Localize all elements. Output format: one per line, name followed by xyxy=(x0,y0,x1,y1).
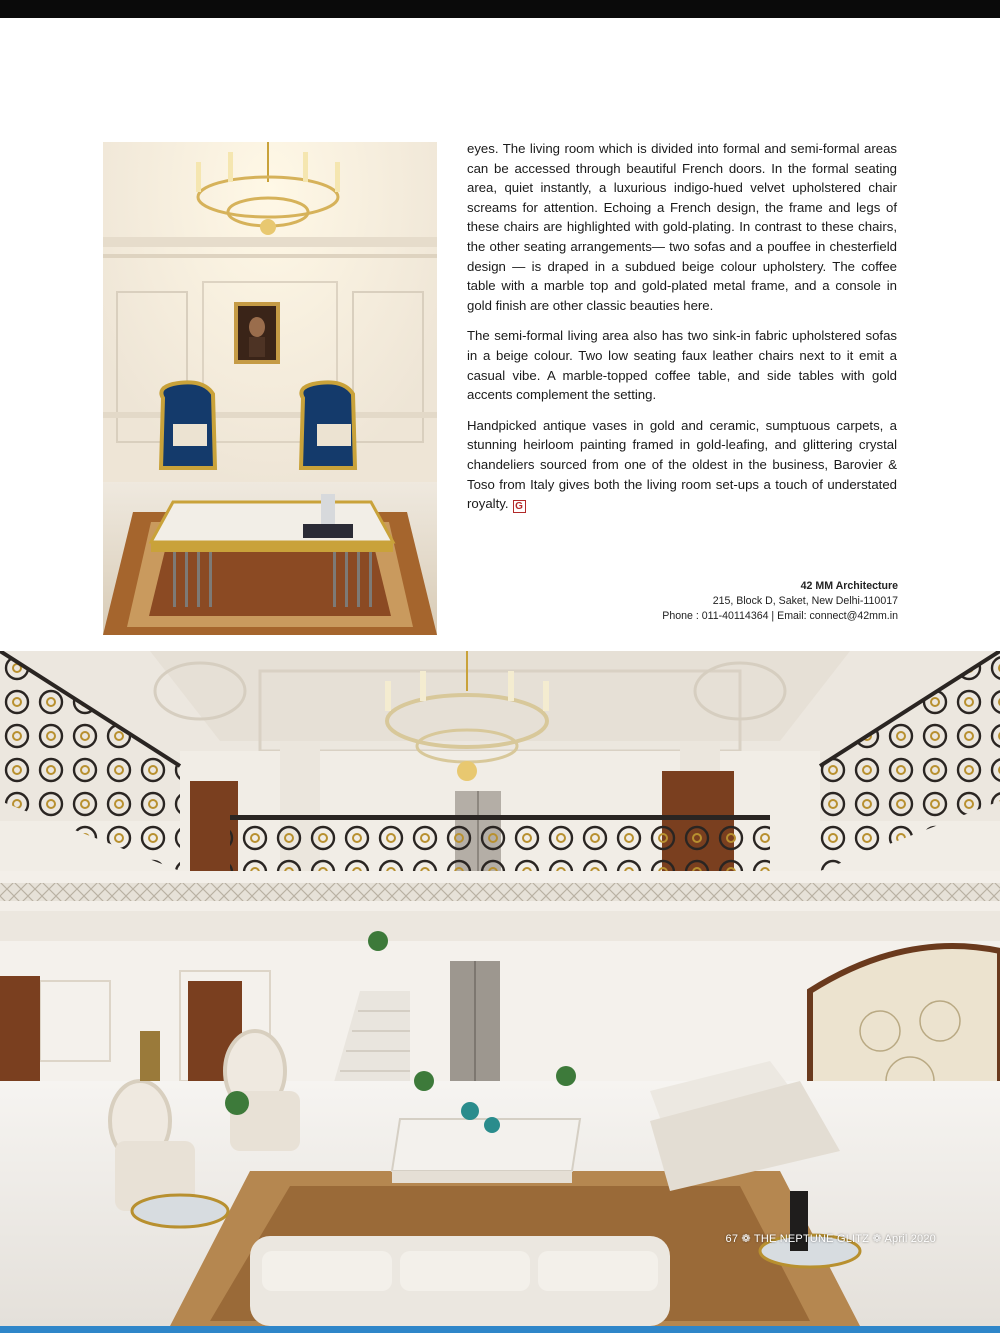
article-paragraph-3 xyxy=(467,416,897,514)
article-paragraph-1: eyes. The living room which is divided into formal and semi-formal areas can be accessed through beautiful French doors. In the formal seating area, quiet instantly, a luxurious indigo-hued velvet upholstered chair screams for attention. Echoing a French design, the frame and legs of these chairs are highlighted with gold-plating. In contrast to these chairs, the other seating arrangements— two sofas and a pouffee in chesterfield design — is draped in a subdued beige colour upholstery. The coffee table with a marble top and gold-plated metal frame, and a console in gold finish are other classic beauties here. xyxy=(467,141,897,313)
article-paragraph-3-text: Handpicked antique vases in gold and ceramic, sumptuous carpets, a stunning heirloom painting framed in gold-leafing, and glittering crystal chandeliers sourced from one of the oldest in the business, Barovier & Toso from Italy gives both the living room set-ups a touch of understated royalty. xyxy=(467,417,897,512)
bottom-blue-bar xyxy=(0,1326,1000,1333)
firm-phone-email: Phone : 011-40114364 | Email: connect@42mm.in xyxy=(662,610,898,622)
contact-block xyxy=(560,579,898,624)
double-height-hall-photo xyxy=(0,651,1000,1326)
firm-name: 42 MM Architecture xyxy=(800,580,898,592)
article-paragraph-2: The semi-formal living area also has two sink-in fabric upholstered sofas in a beige colour. Two low seating faux leather chairs next to it emit a casual vibe. A marble-topped coffee table, and side tables with gold accents complement the setting. xyxy=(467,328,897,403)
firm-address: 215, Block D, Saket, New Delhi-110017 xyxy=(712,595,898,607)
top-black-bar xyxy=(0,0,1000,18)
article-body xyxy=(467,139,897,525)
page-footer: 67 ❁ THE NEPTUNE GLITZ ❁ April 2020 xyxy=(725,1233,936,1245)
formal-living-room-photo xyxy=(103,142,437,635)
end-mark-icon: G xyxy=(513,500,526,513)
